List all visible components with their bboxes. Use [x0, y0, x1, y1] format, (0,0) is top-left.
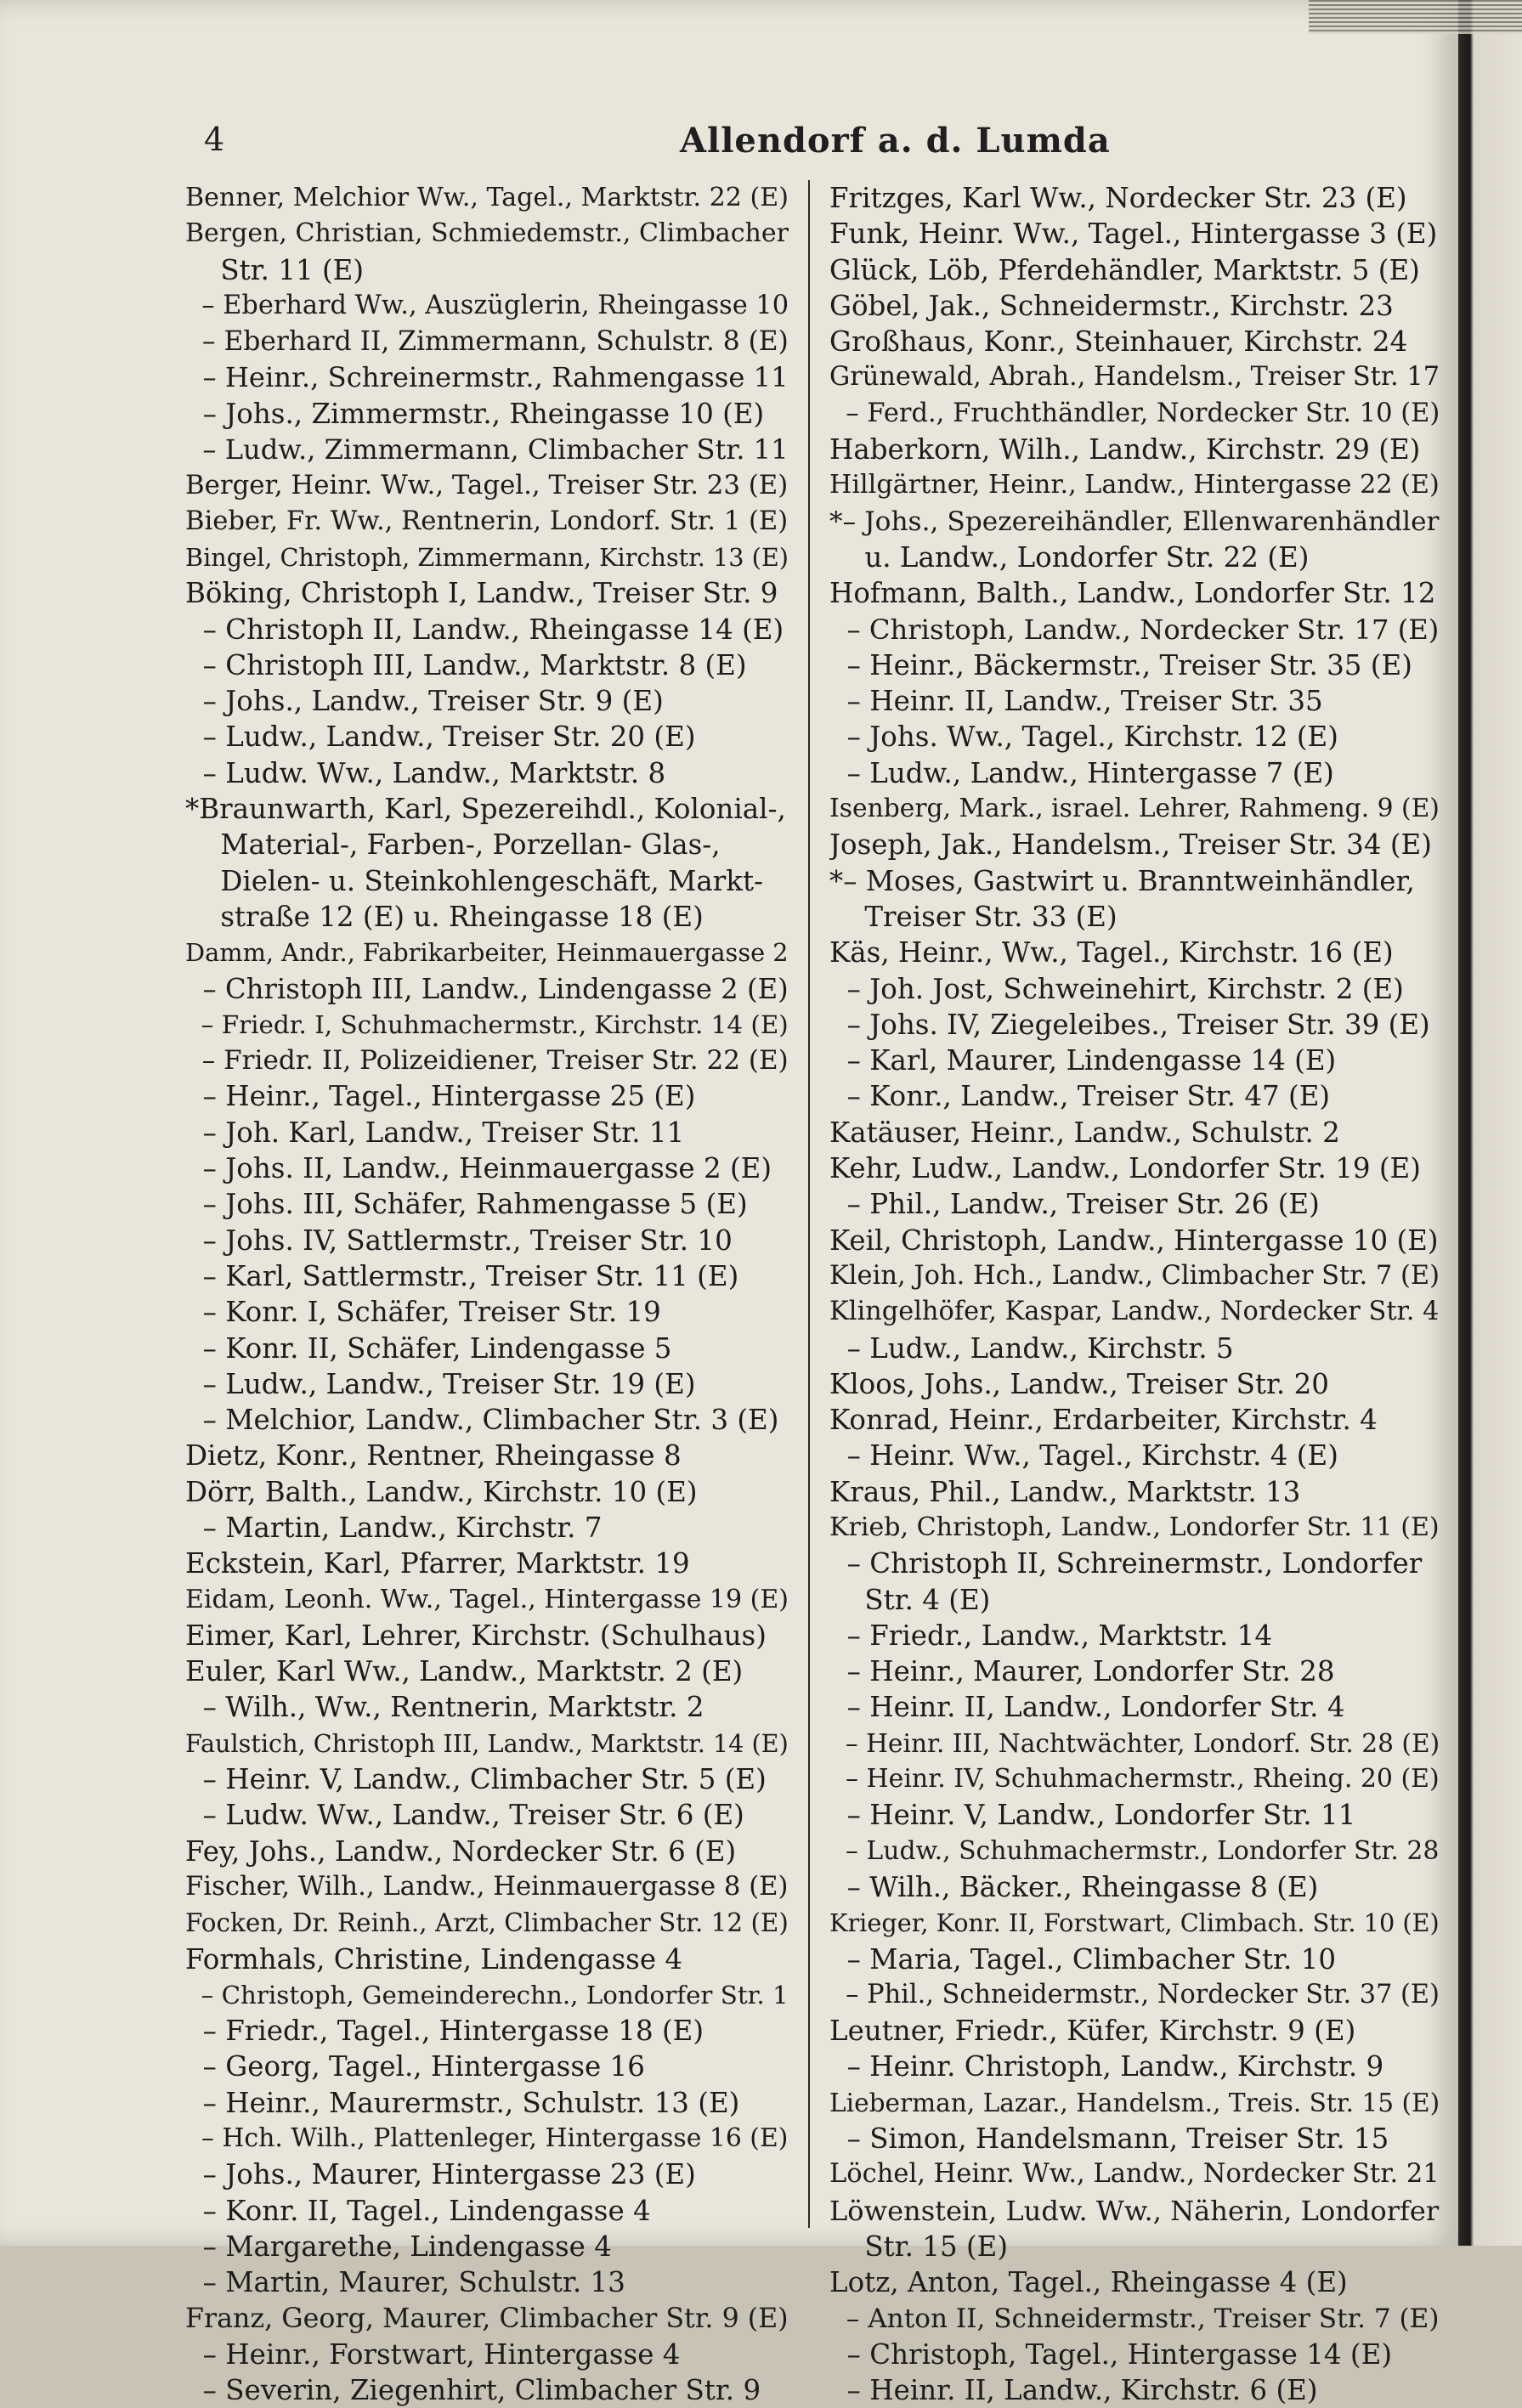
directory-entry: Fey, Johs., Landw., Nordecker Str. 6 (E): [185, 1834, 737, 1868]
directory-entry: – Johs. IV, Sattlermstr., Treiser Str. 10: [185, 1224, 733, 1257]
directory-entry: – Phil., Schneidermstr., Nordecker Str. 37 (E): [829, 1979, 1440, 2009]
directory-entry: – Johs. IV, Ziegeleibes., Treiser Str. 39 (E): [829, 1008, 1430, 1041]
directory-entry: Faulstich, Christoph III, Landw., Marktstr. 14 (E): [185, 1728, 789, 1758]
directory-entry: Käs, Heinr., Ww., Tagel., Kirchstr. 16 (E): [829, 936, 1394, 969]
directory-entry: – Joh. Karl, Landw., Treiser Str. 11: [185, 1116, 685, 1149]
column-divider: [808, 180, 810, 2228]
directory-entry: Böking, Christoph I, Landw., Treiser Str. 9: [185, 577, 778, 610]
directory-entry: Joseph, Jak., Handelsm., Treiser Str. 34 (E): [829, 828, 1432, 862]
directory-entry: Damm, Andr., Fabrikarbeiter, Heinmauergasse 2: [185, 938, 789, 968]
directory-entry: – Wilh., Bäcker., Rheingasse 8 (E): [829, 1870, 1319, 1903]
directory-entry: Str. 11 (E): [185, 253, 365, 286]
book-edge-strip: [1309, 0, 1522, 34]
directory-entry: Focken, Dr. Reinh., Arzt, Climbacher Str. 12 (E): [185, 1908, 789, 1938]
directory-entry: – Heinr. II, Landw., Londorfer Str. 4: [829, 1691, 1345, 1724]
directory-entry: – Simon, Handelsmann, Treiser Str. 15: [829, 2123, 1389, 2156]
directory-entry: straße 12 (E) u. Rheingasse 18 (E): [185, 900, 704, 933]
directory-entry: – Konr. II, Schäfer, Lindengasse 5: [185, 1331, 672, 1365]
directory-entry: Klingelhöfer, Kaspar, Landw., Nordecker Str. 4: [829, 1297, 1440, 1327]
directory-entry: Eckstein, Karl, Pfarrer, Marktstr. 19: [185, 1547, 690, 1580]
directory-entry: Euler, Karl Ww., Landw., Marktstr. 2 (E): [185, 1655, 744, 1688]
directory-entry: Dielen- u. Steinkohlengeschäft, Markt-: [185, 864, 764, 897]
directory-entry: – Eberhard II, Zimmermann, Schulstr. 8 (E): [185, 326, 789, 358]
directory-entry: Kraus, Phil., Landw., Marktstr. 13: [829, 1475, 1301, 1508]
directory-entry: – Friedr. I, Schuhmachermstr., Kirchstr. 14 (E): [185, 1009, 789, 1039]
directory-entry: Keil, Christoph, Landw., Hintergasse 10 (E): [829, 1224, 1439, 1257]
directory-entry: *– Moses, Gastwirt u. Branntweinhändler,: [829, 864, 1415, 897]
directory-entry: Fischer, Wilh., Landw., Heinmauergasse 8 (E): [185, 1871, 789, 1902]
running-title: Allendorf a. d. Lumda: [680, 121, 1111, 161]
directory-entry: Krieger, Konr. II, Forstwart, Climbach. Str. 10 (E): [829, 1908, 1440, 1938]
directory-entry: u. Landw., Londorfer Str. 22 (E): [829, 540, 1310, 574]
directory-entry: – Severin, Ziegenhirt, Climbacher Str. 9: [185, 2374, 761, 2407]
directory-entry: *– Johs., Spezereihändler, Ellenwarenhändler: [829, 506, 1440, 537]
directory-entry: – Phil., Landw., Treiser Str. 26 (E): [829, 1188, 1320, 1221]
directory-entry: – Georg, Tagel., Hintergasse 16: [185, 2050, 645, 2083]
directory-entry: Katäuser, Heinr., Landw., Schulstr. 2: [829, 1116, 1340, 1149]
directory-entry: – Hch. Wilh., Plattenleger, Hintergasse 16 (E): [185, 2123, 789, 2154]
directory-entry: Franz, Georg, Maurer, Climbacher Str. 9 (E): [185, 2303, 789, 2334]
directory-entry: – Ferd., Fruchthändler, Nordecker Str. 10 (E): [829, 398, 1440, 428]
directory-entry: Formhals, Christine, Lindengasse 4: [185, 1942, 683, 1976]
directory-entry: – Heinr., Maurer, Londorfer Str. 28: [829, 1655, 1335, 1688]
directory-entry: Isenberg, Mark., israel. Lehrer, Rahmeng. 9 (E): [829, 794, 1440, 824]
directory-entry: – Johs., Maurer, Hintergasse 23 (E): [185, 2158, 696, 2191]
directory-entry: – Christoph, Gemeinderechn., Londorfer Str. 1: [185, 1980, 789, 2009]
directory-entry: – Heinr. III, Nachtwächter, Londorf. Str. 28 (E): [829, 1727, 1440, 1758]
directory-entry: Bingel, Christoph, Zimmermann, Kirchstr. 13 (E): [185, 542, 789, 572]
directory-entry: – Heinr. II, Landw., Kirchstr. 6 (E): [829, 2374, 1318, 2407]
directory-entry: – Karl, Maurer, Lindengasse 14 (E): [829, 1044, 1337, 1077]
directory-entry: Str. 4 (E): [829, 1583, 991, 1616]
directory-entry: – Johs. II, Landw., Heinmauergasse 2 (E): [185, 1152, 772, 1185]
directory-entry: – Martin, Landw., Kirchstr. 7: [185, 1511, 603, 1544]
directory-entry: Benner, Melchior Ww., Tagel., Marktstr. 22 (E): [185, 183, 789, 212]
directory-entry: – Ludw., Landw., Kirchstr. 5: [829, 1331, 1234, 1365]
directory-entry: – Heinr., Schreinermstr., Rahmengasse 11: [185, 361, 789, 394]
directory-entry: Eidam, Leonh. Ww., Tagel., Hintergasse 19 (E): [185, 1584, 789, 1614]
directory-entry: Eimer, Karl, Lehrer, Kirchstr. (Schulhaus): [185, 1619, 767, 1652]
directory-entry: *Braunwarth, Karl, Spezereihdl., Kolonial-,: [185, 793, 786, 826]
directory-entry: – Ludw. Ww., Landw., Marktstr. 8: [185, 756, 666, 789]
directory-entry: Leutner, Friedr., Küfer, Kirchstr. 9 (E): [829, 2015, 1356, 2048]
directory-entry: Str. 15 (E): [829, 2230, 1009, 2263]
directory-entry: – Wilh., Ww., Rentnerin, Marktstr. 2: [185, 1691, 704, 1724]
directory-entry: Großhaus, Konr., Steinhauer, Kirchstr. 24: [829, 325, 1408, 359]
directory-entry: Göbel, Jak., Schneidermstr., Kirchstr. 23: [829, 289, 1394, 322]
directory-entry: – Friedr., Tagel., Hintergasse 18 (E): [185, 2015, 704, 2048]
directory-entry: – Anton II, Schneidermstr., Treiser Str. 7 (E): [829, 2303, 1440, 2334]
directory-entry: – Konr. I, Schäfer, Treiser Str. 19: [185, 1296, 661, 1329]
directory-entry: Grünewald, Abrah., Handelsm., Treiser Str. 17: [829, 362, 1440, 393]
directory-entry: Lotz, Anton, Tagel., Rheingasse 4 (E): [829, 2266, 1348, 2299]
directory-entry: Klein, Joh. Hch., Landw., Climbacher Str. 7 (E): [829, 1260, 1440, 1291]
directory-entry: Löchel, Heinr. Ww., Landw., Nordecker Str. 21: [829, 2159, 1440, 2190]
directory-entry: Haberkorn, Wilh., Landw., Kirchstr. 29 (E): [829, 433, 1421, 466]
directory-entry: – Friedr., Landw., Marktstr. 14: [829, 1619, 1273, 1652]
directory-entry: – Margarethe, Lindengasse 4: [185, 2230, 612, 2263]
directory-entry: – Martin, Maurer, Schulstr. 13: [185, 2266, 625, 2299]
right-column: [829, 180, 1440, 2408]
directory-entry: – Friedr. II, Polizeidiener, Treiser Str. 22 (E): [185, 1045, 789, 1077]
directory-entry: – Heinr. Ww., Tagel., Kirchstr. 4 (E): [829, 1439, 1338, 1472]
directory-entry: – Christoph II, Schreinermstr., Londorfer: [829, 1547, 1423, 1580]
page-number: 4: [204, 121, 225, 158]
directory-entry: Löwenstein, Ludw. Ww., Näherin, Londorfer: [829, 2194, 1440, 2227]
directory-entry: Konrad, Heinr., Erdarbeiter, Kirchstr. 4: [829, 1404, 1378, 1437]
directory-entry: – Johs. Ww., Tagel., Kirchstr. 12 (E): [829, 721, 1338, 754]
directory-entry: – Joh. Jost, Schweinehirt, Kirchstr. 2 (E): [829, 972, 1404, 1005]
directory-entry: Funk, Heinr. Ww., Tagel., Hintergasse 3 (E): [829, 218, 1438, 251]
directory-entry: Dietz, Konr., Rentner, Rheingasse 8: [185, 1439, 682, 1472]
directory-entry: – Maria, Tagel., Climbacher Str. 10: [829, 1942, 1337, 1976]
directory-entry: – Melchior, Landw., Climbacher Str. 3 (E): [185, 1404, 779, 1437]
directory-entry: – Christoph, Tagel., Hintergasse 14 (E): [829, 2337, 1392, 2371]
directory-entry: – Heinr. Christoph, Landw., Kirchstr. 9: [829, 2050, 1384, 2083]
directory-entry: – Johs., Zimmermstr., Rheingasse 10 (E): [185, 397, 765, 430]
directory-entry: Bergen, Christian, Schmiedemstr., Climbacher: [185, 218, 789, 249]
directory-entry: Bieber, Fr. Ww., Rentnerin, Londorf. Str. 1 (E): [185, 506, 789, 536]
directory-entry: Krieb, Christoph, Landw., Londorfer Str. 11 (E): [829, 1512, 1440, 1542]
directory-entry: – Konr., Landw., Treiser Str. 47 (E): [829, 1080, 1331, 1113]
directory-entry: Glück, Löb, Pferdehändler, Marktstr. 5 (E): [829, 253, 1420, 286]
directory-entry: – Christoph, Landw., Nordecker Str. 17 (E): [829, 613, 1440, 646]
directory-entry: Dörr, Balth., Landw., Kirchstr. 10 (E): [185, 1475, 698, 1508]
directory-entry: Fritzges, Karl Ww., Nordecker Str. 23 (E): [829, 182, 1407, 214]
page-header: [0, 121, 1458, 168]
left-column: [185, 180, 789, 2408]
directory-entry: Kehr, Ludw., Landw., Londorfer Str. 19 (E): [829, 1152, 1421, 1185]
directory-entry: – Konr. II, Tagel., Lindengasse 4: [185, 2194, 651, 2227]
directory-entry: – Ludw. Ww., Landw., Treiser Str. 6 (E): [185, 1799, 744, 1832]
directory-entry: – Heinr., Maurermstr., Schulstr. 13 (E): [185, 2086, 740, 2119]
directory-entry: Material-, Farben-, Porzellan- Glas-,: [185, 828, 721, 862]
adjacent-page-edge: [1458, 0, 1522, 2246]
directory-entry: – Christoph III, Landw., Lindengasse 2 (E): [185, 972, 789, 1005]
directory-entry: – Ludw., Landw., Treiser Str. 20 (E): [185, 721, 696, 754]
directory-entry: Berger, Heinr. Ww., Tagel., Treiser Str. 23 (E): [185, 470, 789, 501]
directory-entry: – Heinr. V, Landw., Climbacher Str. 5 (E): [185, 1763, 767, 1796]
directory-entry: – Eberhard Ww., Auszüglerin, Rheingasse 10: [185, 290, 789, 320]
directory-entry: – Ludw., Zimmermann, Climbacher Str. 11: [185, 433, 789, 466]
directory-entry: – Christoph II, Landw., Rheingasse 14 (E): [185, 613, 784, 646]
directory-entry: – Johs. III, Schäfer, Rahmengasse 5 (E): [185, 1188, 748, 1221]
directory-entry: Lieberman, Lazar., Handelsm., Treis. Str. 15 (E): [829, 2088, 1440, 2117]
directory-entry: – Heinr. II, Landw., Treiser Str. 35: [829, 685, 1323, 718]
directory-entry: – Ludw., Landw., Hintergasse 7 (E): [829, 756, 1334, 789]
directory-entry: – Heinr., Bäckermstr., Treiser Str. 35 (E): [829, 648, 1412, 681]
directory-entry: – Ludw., Schuhmachermstr., Londorfer Str. 28: [829, 1835, 1440, 1866]
directory-entry: Treiser Str. 33 (E): [829, 900, 1117, 933]
directory-entry: Hofmann, Balth., Landw., Londorfer Str. 12: [829, 577, 1436, 610]
directory-entry: – Heinr., Forstwart, Hintergasse 4: [185, 2337, 681, 2371]
directory-entry: Kloos, Johs., Landw., Treiser Str. 20: [829, 1367, 1329, 1400]
directory-entry: Hillgärtner, Heinr., Landw., Hintergasse 22 (E): [829, 470, 1440, 500]
directory-entry: – Ludw., Landw., Treiser Str. 19 (E): [185, 1367, 696, 1400]
directory-entry: – Heinr. V, Landw., Londorfer Str. 11: [829, 1799, 1356, 1832]
directory-entry: – Christoph III, Landw., Marktstr. 8 (E): [185, 648, 747, 681]
directory-entry: – Heinr., Tagel., Hintergasse 25 (E): [185, 1080, 696, 1113]
directory-entry: – Karl, Sattlermstr., Treiser Str. 11 (E): [185, 1259, 739, 1292]
directory-entry: – Heinr. IV, Schuhmachermstr., Rheing. 20 (E): [829, 1764, 1440, 1795]
directory-entry: – Johs., Landw., Treiser Str. 9 (E): [185, 685, 664, 718]
